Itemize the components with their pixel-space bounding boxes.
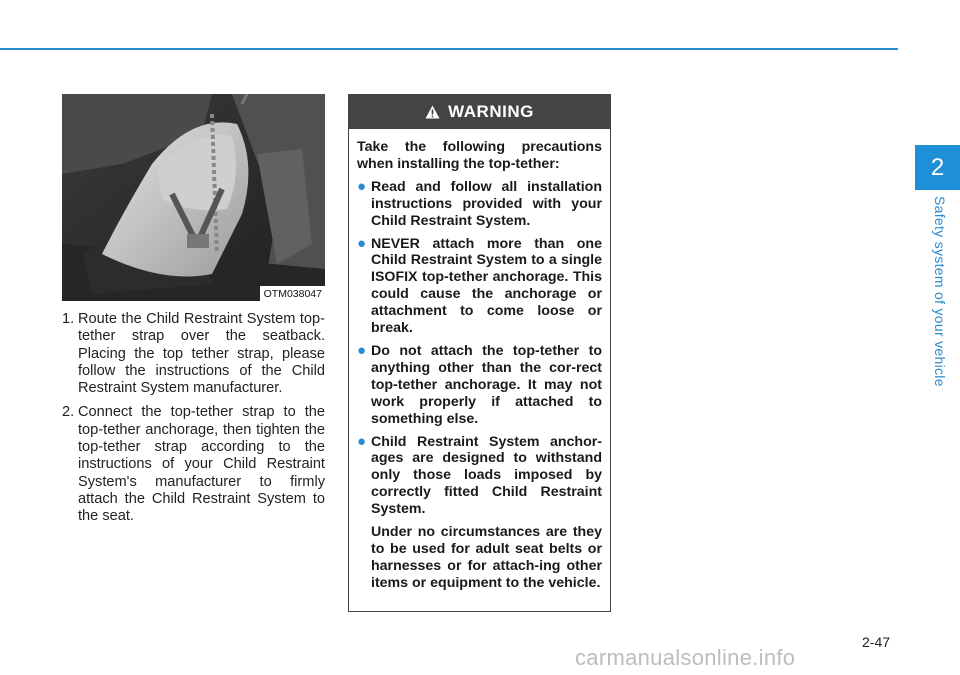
top-rule (0, 48, 898, 50)
bullet-icon: ● (357, 177, 367, 195)
bullet-icon: ● (357, 432, 367, 450)
warning-body (349, 129, 610, 592)
figure-code: OTM038047 (260, 286, 325, 301)
warning-header (349, 95, 610, 129)
warning-item-text: Child Restraint System anchor-ages are designed to withstand only those loads imposed by correctly fitted Child Restraint System. (371, 433, 602, 518)
child-seat-illustration (62, 94, 325, 301)
child-seat-photo (62, 94, 325, 301)
warning-triangle-icon (425, 105, 440, 119)
chapter-title: Safety system of your vehicle (932, 196, 948, 387)
step-item (62, 404, 325, 525)
warning-list (357, 179, 602, 518)
page-number: 2-47 (862, 634, 891, 650)
chapter-tab: 2 (915, 145, 960, 190)
bullet-icon: ● (357, 341, 367, 359)
watermark: carmanualsonline.info (575, 645, 796, 670)
warning-note: Under no circumstances are they to be used for adult seat belts or harnesses or for attach-ing other items or equipment to the vehicle. (371, 524, 602, 591)
step-number: 1. (62, 311, 75, 327)
warning-title: WARNING (448, 102, 534, 121)
warning-item (357, 434, 602, 519)
step-item (62, 311, 325, 397)
warning-item (357, 179, 602, 230)
bullet-icon: ● (357, 234, 367, 252)
warning-item-text: Read and follow all installation instructions provided with your Child Restraint System. (371, 178, 602, 229)
warning-intro: Take the following precautions when installing the top-tether: (357, 139, 602, 172)
warning-item-text: Do not attach the top-tether to anything other than the cor-rect top-tether anchorage. It may not work properly if attached to something else. (371, 342, 602, 427)
installation-steps (62, 311, 325, 533)
step-text: Connect the top-tether strap to the top-tether anchorage, then tighten the top-tether strap according to the instructions of your Child Restraint System's manufacturer to firmly attach the Child Restraint System to the seat. (78, 404, 325, 525)
warning-item-text: NEVER attach more than one Child Restraint System to a single ISOFIX top-tether anchorage. This could cause the anchorage or attachment to come loose or break. (371, 235, 602, 337)
warning-box (348, 94, 611, 612)
warning-item (357, 236, 602, 337)
step-text: Route the Child Restraint System top-tether strap over the seatback. Placing the top tether strap, please follow the instructions of the Child Restraint System manufacturer. (78, 311, 325, 397)
warning-item (357, 343, 602, 428)
step-number: 2. (62, 404, 75, 421)
